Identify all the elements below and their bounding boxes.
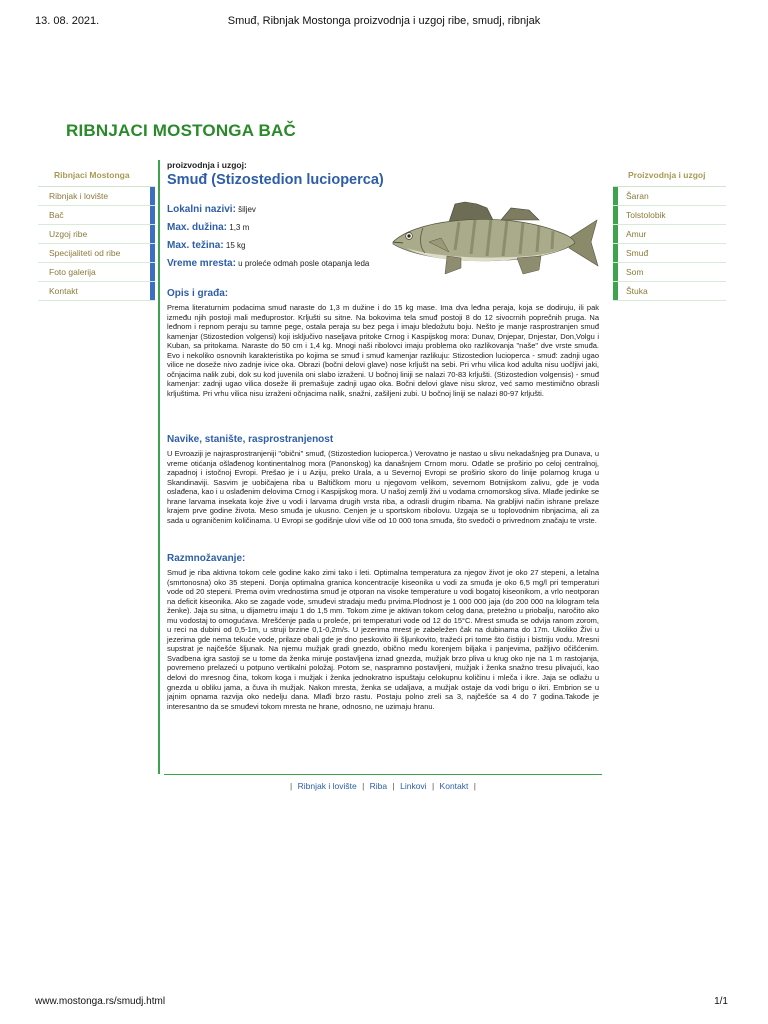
right-nav-item[interactable]: Tolstolobik (613, 206, 726, 225)
footer-links (164, 781, 602, 791)
footer-link[interactable]: Ribnjak i lovište (297, 781, 357, 791)
site-title: RIBNJACI MOSTONGA BAČ (66, 121, 296, 140)
left-nav-header: Ribnjaci Mostonga (38, 164, 155, 187)
fact-label: Max. težina: (167, 240, 224, 251)
section-reproduction (167, 553, 599, 711)
right-nav-item[interactable]: Som (613, 263, 726, 282)
fact-label: Vreme mresta: (167, 258, 236, 269)
fact-value: u proleće odmah posle otapanja leda (238, 259, 370, 268)
right-nav-item[interactable]: Smuđ (613, 244, 726, 263)
right-nav-item[interactable]: Šaran (613, 187, 726, 206)
print-page-number: 1/1 (714, 996, 728, 1007)
fact-spawning-time (167, 259, 392, 269)
left-nav-item[interactable]: Uzgoj ribe (38, 225, 155, 244)
left-nav-item[interactable]: Kontakt (38, 282, 155, 301)
left-nav-item[interactable]: Bač (38, 206, 155, 225)
footer-divider (164, 774, 602, 775)
left-sidebar-nav (38, 164, 155, 301)
left-nav-item[interactable]: Specijaliteti od ribe (38, 244, 155, 263)
footer-separator: | (362, 781, 365, 791)
fact-value: 15 kg (225, 241, 246, 250)
zander-fish-image (389, 198, 601, 283)
section-title: Navike, stanište, rasprostranjenost (167, 434, 334, 445)
print-url: www.mostonga.rs/smudj.html (35, 996, 166, 1007)
fish-facts (167, 205, 392, 277)
section-habitat (167, 434, 599, 525)
left-nav-item[interactable]: Foto galerija (38, 263, 155, 282)
fact-max-length (167, 223, 392, 233)
right-nav-header: Proizvodnja i uzgoj (613, 164, 726, 187)
footer-separator: | (473, 781, 476, 791)
right-nav-item[interactable]: Štuka (613, 282, 726, 301)
section-title: Razmnožavanje: (167, 553, 246, 564)
left-nav-item[interactable]: Ribnjak i lovište (38, 187, 155, 206)
footer-separator: | (431, 781, 435, 791)
footer-link[interactable]: Riba (369, 781, 388, 791)
print-page-title: Smuđ, Ribnjak Mostonga proizvodnja i uzgoj ribe, smudj, ribnjak (227, 15, 541, 27)
section-text: Prema literaturnim podacima smuđ naraste do 1,3 m dužine i do 15 kg mase. Ima dva leđna peraja, koja se dodiruju, ili pak između njih postoji mali međuprostor. Krljušti su sitne. Na bokovima tela smuđ postoji 8 do 12 sivocrnih poprečnih pruga. Na leđnom i repnom peraju su tamne pege, ostala peraja su bez pega i imaju bledožutu boju. Nešto je manje rasprostranjen smuđ kamenjar (Stizostedion volgensi) koji isključivo naseljava pritoke Crnog i Kaspijskog mora: Dunav, Dnjepar, Dnjestar, Don,Volgu i Kuban, sa pritokama. Naraste do 50 cm i 1,4 kg. Mnogi naši ribolovci imaju problema oko razlikovanja "naše" dve vrste smuđa. Evo i nekoliko osnovnih karakteristika po kojima se smuđ i smuđ kamenjar razlikuju: Stizostedion lucioperca - smuđ: zadnji ugao vilice ne doseže nivo zadnje ivice oka. Obrazi (bočni delovi glave) nose krljušt na sebi. Pri vrhu vilica kod adulta nisu uočljivi jaki, očnjacima nalik zubi, dok su kod juvenila oni slabo izraženi. U bočnoj liniji se nalazi 70-83 krljušti. (Stizostedion volgensis) - smuđ kamenjar: zadnji ugao vilica doseže ili premašuje zadnji ugao oka. Bočni delovi glave nisu skroz, već samo mestimično obrasli krljuštima. Pri vrhu vilica nisu izraženi očnjacima nalik, snažni, zašiljeni zubi. U bočnoj liniji se nalazi 80-97 krljušti. (167, 303, 599, 398)
fact-local-names (167, 205, 392, 215)
footer-link[interactable]: Kontakt (439, 781, 469, 791)
page-heading: Smuđ (Stizostedion lucioperca) (167, 172, 384, 188)
footer-separator: | (392, 781, 395, 791)
fact-label: Max. dužina: (167, 222, 228, 233)
section-kicker: proizvodnja i uzgoj: (167, 160, 247, 170)
fact-value: šiljev (238, 205, 256, 214)
section-text: U Evroaziji je najrasprostranjeniji "obični" smuđ, (Stizostedion lucioperca.) Verovatno je nastao u slivu nekadašnjeg pra Dunava, u vreme otićanja ošlađenog kontinentalnog mora (Panonskog) ka današnjem Crnom moru. Odatle se proširio po celoj centralnoj, zapadnoj i istočnoj Evropi. Prešao je i u Aziju, preko Urala, a u Severnoj Evropi se proširio skoro do linije polarnog kruga u Skandinaviji. Sasvim je uobičajena riba u Baltičkom moru u njegovom velikom, severnom Botnijskom zalivu, gde je voda oslađena, kao i u oslađenim delovima Crnog i Kaspijskog mora. U našoj zemlji živi u vodama crnomorskog sliva. Mlađe jedinke se hrane larvama insekata koje žive u vodi i larvama drugih vrsta riba, a odrasli drugim ribama. Na grabljivi način ishrane prelaze krajem prve godine života. Meso smuđa je ukusno. Cenjen je u sportskom ribolovu. Uzgaja se u toplovodnim ribnjacima, ali za sada u ograničenim količinama. U Evropi se godišnje ulovi više od 10 000 tona smuđa, što svedoči o privrednom značaju te vrste. (167, 449, 599, 525)
section-description (167, 288, 599, 398)
footer-separator: | (290, 781, 293, 791)
footer-link[interactable]: Linkovi (400, 781, 427, 791)
right-sidebar-nav (613, 164, 726, 301)
section-title: Opis i građa: (167, 288, 229, 299)
section-text: Smuđ je riba aktivna tokom cele godine kako zimi tako i leti. Optimalna temperatura za njegov život je oko 27 stepeni, a letalna (smrtonosna) oko 35 stepeni. Donja optimalna granica koncentracije kiseonika u vodi za smuđa je oko 6,5 mg/l pri temperaturi vode od 20 stepeni. Prema ovim vrednostima smuđ je otporan na visoke temperature u vodi bogatoj kiseonikom, a vrlo neotporan na deficit kiseonika. Ako se zagade vode, smuđevi stradaju među prvima.Plodnost je 1 000 000 jaja (do 200 000 na kilogram tela ženke). Jaja su sitna, u dijametru imaju 1 do 1,5 mm. Tokom zime je aktivan tokom celog dana, pretežno u priobalju, naročito ako mu vodostaj to omogućava. Mrešćenje pada u proleće, pri temperaturi vode od 12 do 15°C. Mrest smuđa se odvija ranom zorom, u reci na dubini od 0,5-1m, u struji brzine 0,1-0,2m/s. U jezerima mrest je zabeležen čak na dubinama do 17m. Ukoliko Živi u jezerima gde nema tekuće vode, prilaze obali gde je dno peskovito ili šljunkovito, tražeći pri tome što čistiju i bistriju vodu. Mresni supstrat je najčešće šljunak. Na njemu mužjak gradi gnezdo, obično među korenjem biljaka i panjevima, pažljivo očišćenim. Svadbena igra sastoji se u tome da ženka miruje postavljena iznad gnezda, mužjak brzo pliva u krug oko nje na 1 m rastojanja, povremeno prelazeći u potpuno vertikalni položaj. Potom se, naspramno postavljeni, mužjak i ženka snažno tresu plivajući, kao delovi do mresnog čina, tokom koga i mužjak i ženka jednokratno ispuštaju celokupnu količinu i mleča i ikre. Jaja se odlažu u gnezda u obliku jama, a čuva ih mužjak. Nakon mresta, ženka se udaljava, a mužjak ostaje da vodi brigu o ikri. Embrion se u jajnim opnama razvija oko nedelju dana. Mlađi brzo rastu. Postaju polno zreli sa 3, najčešće sa 4 do 7 godina.Takođe je interesantno da se smuđevi tokom mresta ne hrane, odnosno, ne uzimaju hranu. (167, 568, 599, 711)
fact-max-weight (167, 241, 392, 251)
right-nav-item[interactable]: Amur (613, 225, 726, 244)
print-date: 13. 08. 2021. (35, 15, 100, 27)
fact-value: 1,3 m (229, 223, 250, 232)
fact-label: Lokalni nazivi: (167, 204, 236, 215)
